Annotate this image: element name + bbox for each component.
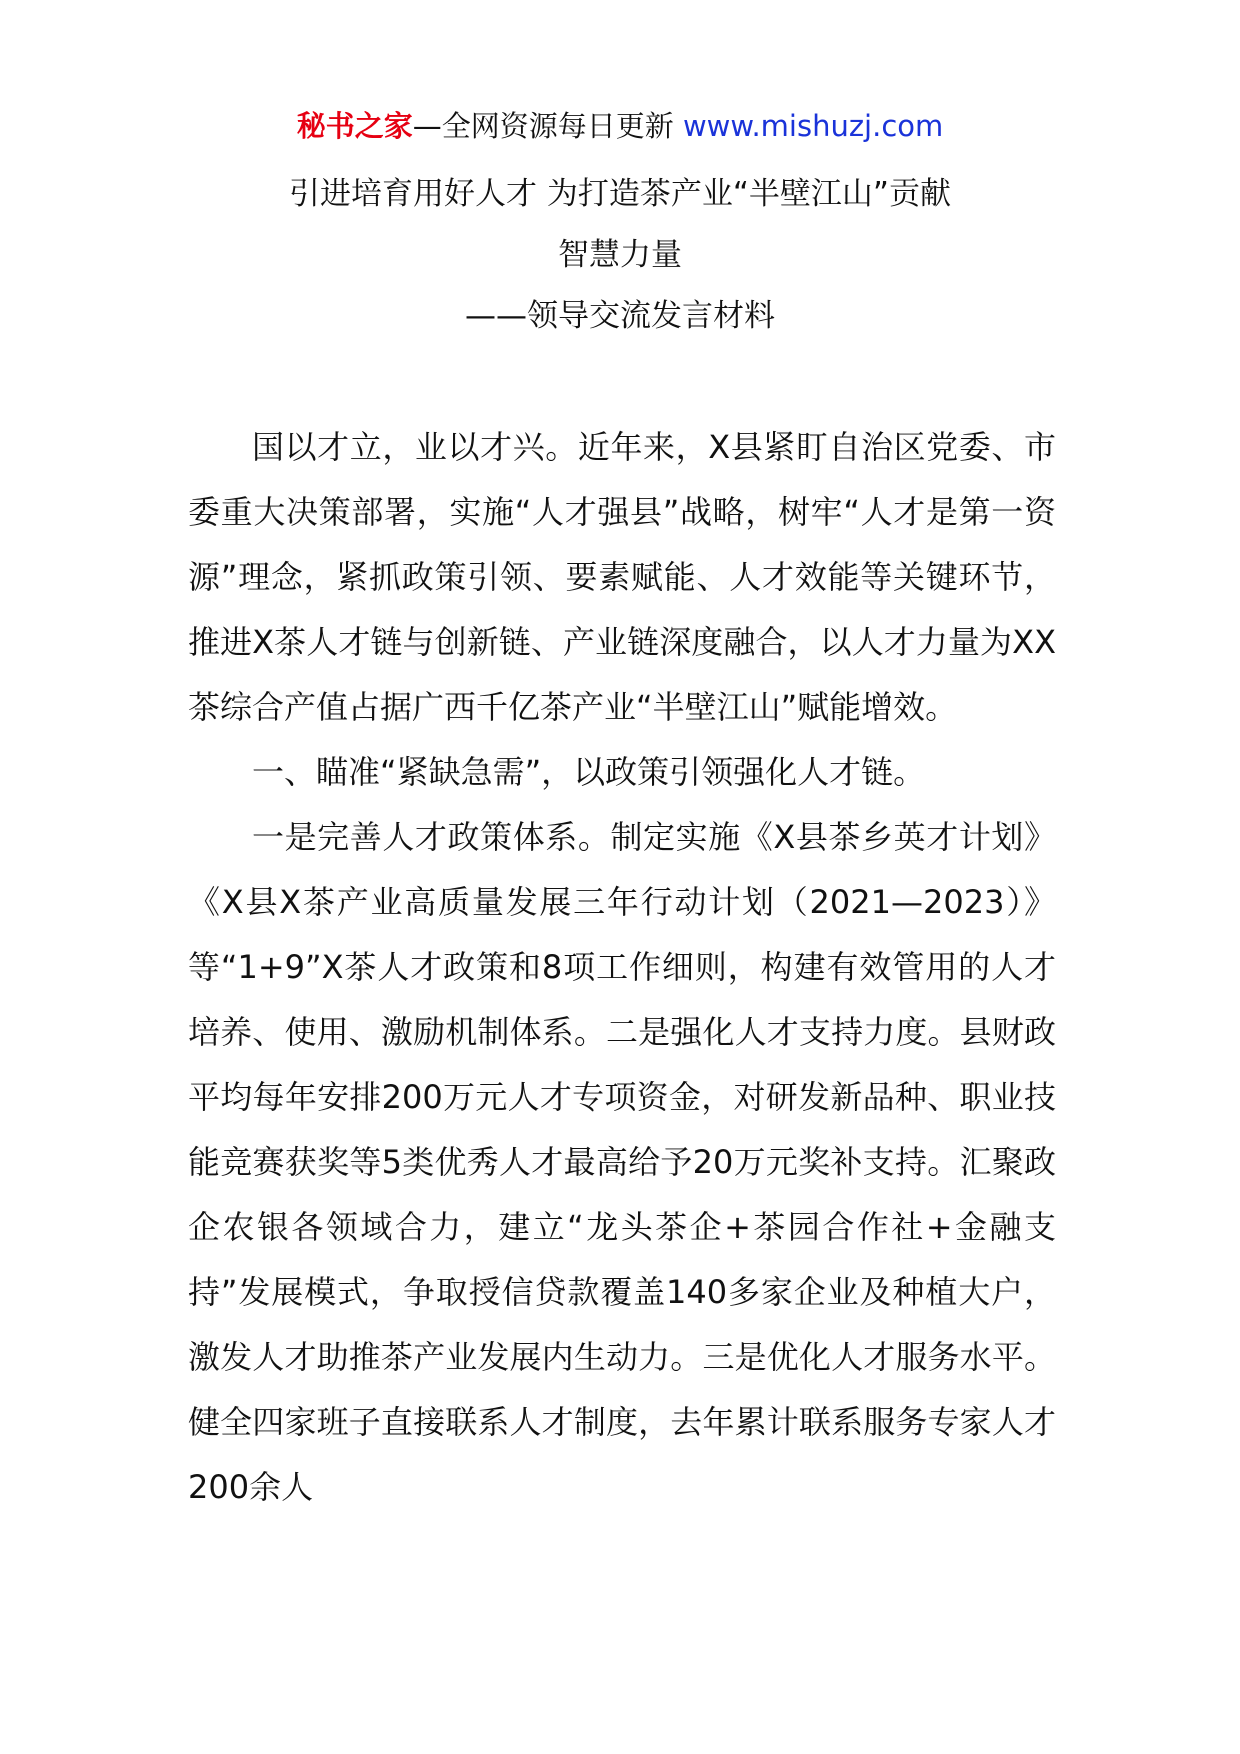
- document-title-line-1: 引进培育用好人才 为打造茶产业“半壁江山”贡献: [289, 176, 951, 212]
- document-title-block: [0, 164, 1240, 346]
- site-url-link[interactable]: www.mishuzj.com: [682, 109, 944, 143]
- brand-name: 秘书之家: [296, 109, 413, 143]
- document-body: [188, 415, 1056, 1520]
- header-tagline: —全网资源每日更新: [412, 109, 674, 143]
- section-1-paragraph: 一是完善人才政策体系。制定实施《X县茶乡英才计划》《X县X茶产业高质量发展三年行动计划（2021—2023）》等“1+9”X茶人才政策和8项工作细则，构建有效管用的人才培养、使用、激励机制体系。二是强化人才支持力度。县财政平均每年安排200万元人才专项资金，对研发新品种、职业技能竞赛获奖等5类优秀人才最高给予20万元奖补支持。汇聚政企农银各领域合力，建立“龙头茶企+茶园合作社+金融支持”发展模式，争取授信贷款覆盖140多家企业及种植大户，激发人才助推茶产业发展内生动力。三是优化人才服务水平。健全四家班子直接联系人才制度，去年累计联系服务专家人才200余人: [188, 818, 1056, 1506]
- section-1-heading: 一、瞄准“紧缺急需”，以政策引领强化人才链。: [252, 753, 926, 791]
- document-subtitle: ——领导交流发言材料: [465, 298, 775, 334]
- document-title-line-2: 智慧力量: [558, 237, 682, 273]
- intro-paragraph: 国以才立，业以才兴。近年来，X县紧盯自治区党委、市委重大决策部署，实施“人才强县”战略，树牢“人才是第一资源”理念，紧抓政策引领、要素赋能、人才效能等关键环节，推进X茶人才链与创新链、产业链深度融合，以人才力量为XX茶综合产值占据广西千亿茶产业“半壁江山”赋能增效。: [188, 428, 1056, 726]
- site-header: [0, 104, 1240, 148]
